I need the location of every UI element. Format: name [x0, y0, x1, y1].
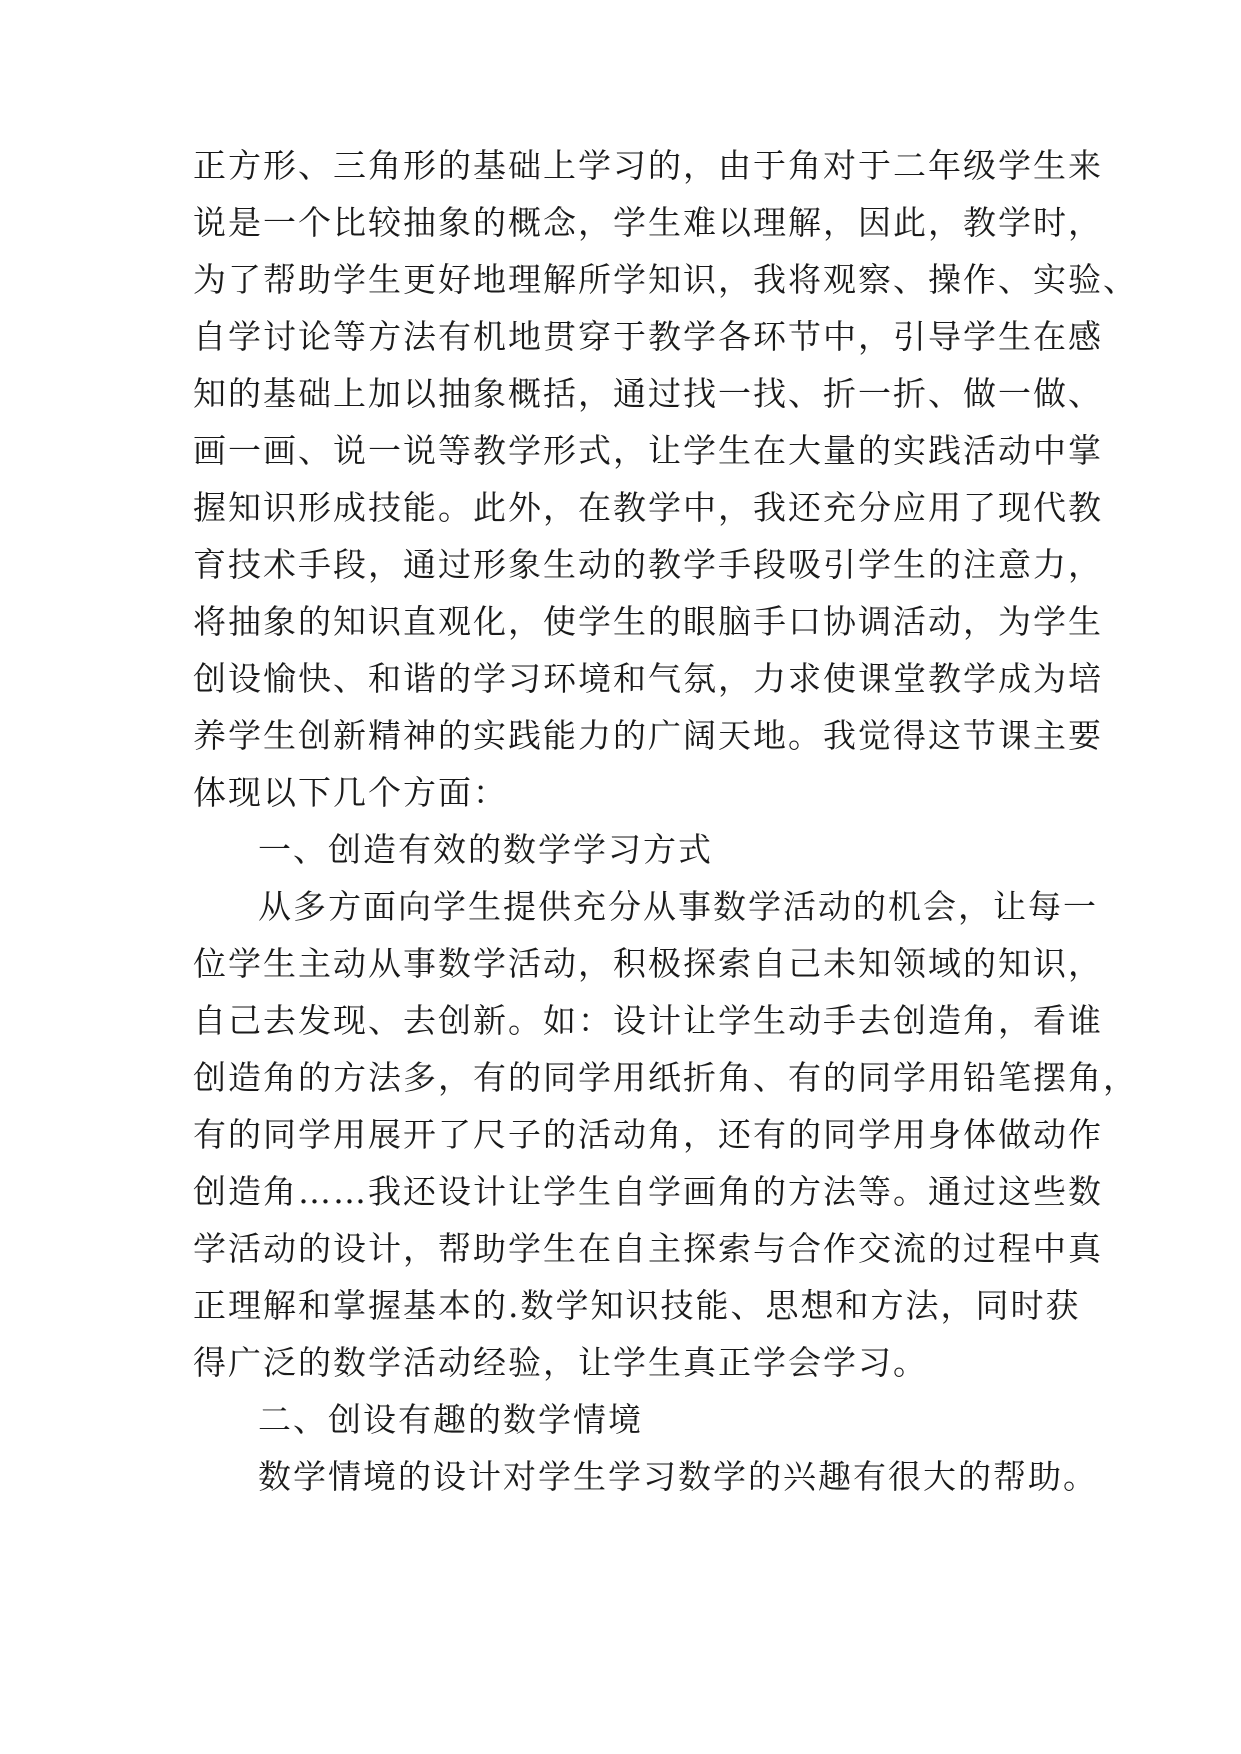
- paragraph-line: 养学生创新精神的实践能力的广阔天地。我觉得这节课主要: [193, 716, 1103, 755]
- paragraph-line: 自学讨论等方法有机地贯穿于教学各环节中，引导学生在感: [193, 317, 1103, 356]
- paragraph-line: 位学生主动从事数学活动，积极探索自己未知领域的知识，: [193, 944, 1103, 983]
- paragraph-line: 从多方面向学生提供充分从事数学活动的机会，让每一: [258, 887, 1098, 926]
- paragraph-line: 创造角的方法多，有的同学用纸折角、有的同学用铅笔摆角，: [193, 1058, 1138, 1097]
- paragraph-line: 育技术手段，通过形象生动的教学手段吸引学生的注意力，: [193, 545, 1103, 584]
- paragraph-line: 正方形、三角形的基础上学习的，由于角对于二年级学生来: [193, 146, 1103, 185]
- paragraph-line: 自己去发现、去创新。如：设计让学生动手去创造角，看谁: [193, 1001, 1103, 1040]
- paragraph-line: 说是一个比较抽象的概念，学生难以理解，因此，教学时，: [193, 203, 1103, 242]
- paragraph-line: 握知识形成技能。此外，在教学中，我还充分应用了现代教: [193, 488, 1103, 527]
- paragraph-line: 得广泛的数学活动经验，让学生真正学会学习。: [193, 1343, 928, 1382]
- paragraph-line: 创造角……我还设计让学生自学画角的方法等。通过这些数: [193, 1172, 1103, 1211]
- paragraph-line: 有的同学用展开了尺子的活动角，还有的同学用身体做动作: [193, 1115, 1103, 1154]
- paragraph-line: 学活动的设计，帮助学生在自主探索与合作交流的过程中真: [193, 1229, 1103, 1268]
- paragraph-line: 知的基础上加以抽象概括，通过找一找、折一折、做一做、: [193, 374, 1103, 413]
- paragraph-line: 正理解和掌握基本的.数学知识技能、思想和方法，同时获: [193, 1286, 1081, 1325]
- section-heading: 一、创造有效的数学学习方式: [258, 830, 713, 869]
- paragraph-line: 画一画、说一说等教学形式，让学生在大量的实践活动中掌: [193, 431, 1103, 470]
- paragraph-line: 体现以下几个方面：: [193, 773, 508, 812]
- paragraph-line: 将抽象的知识直观化，使学生的眼脑手口协调活动，为学生: [193, 602, 1103, 641]
- paragraph-line: 创设愉快、和谐的学习环境和气氛，力求使课堂教学成为培: [193, 659, 1103, 698]
- paragraph-line: 数学情境的设计对学生学习数学的兴趣有很大的帮助。: [258, 1457, 1098, 1496]
- paragraph-line: 为了帮助学生更好地理解所学知识，我将观察、操作、实验、: [193, 260, 1138, 299]
- section-heading: 二、创设有趣的数学情境: [258, 1400, 643, 1439]
